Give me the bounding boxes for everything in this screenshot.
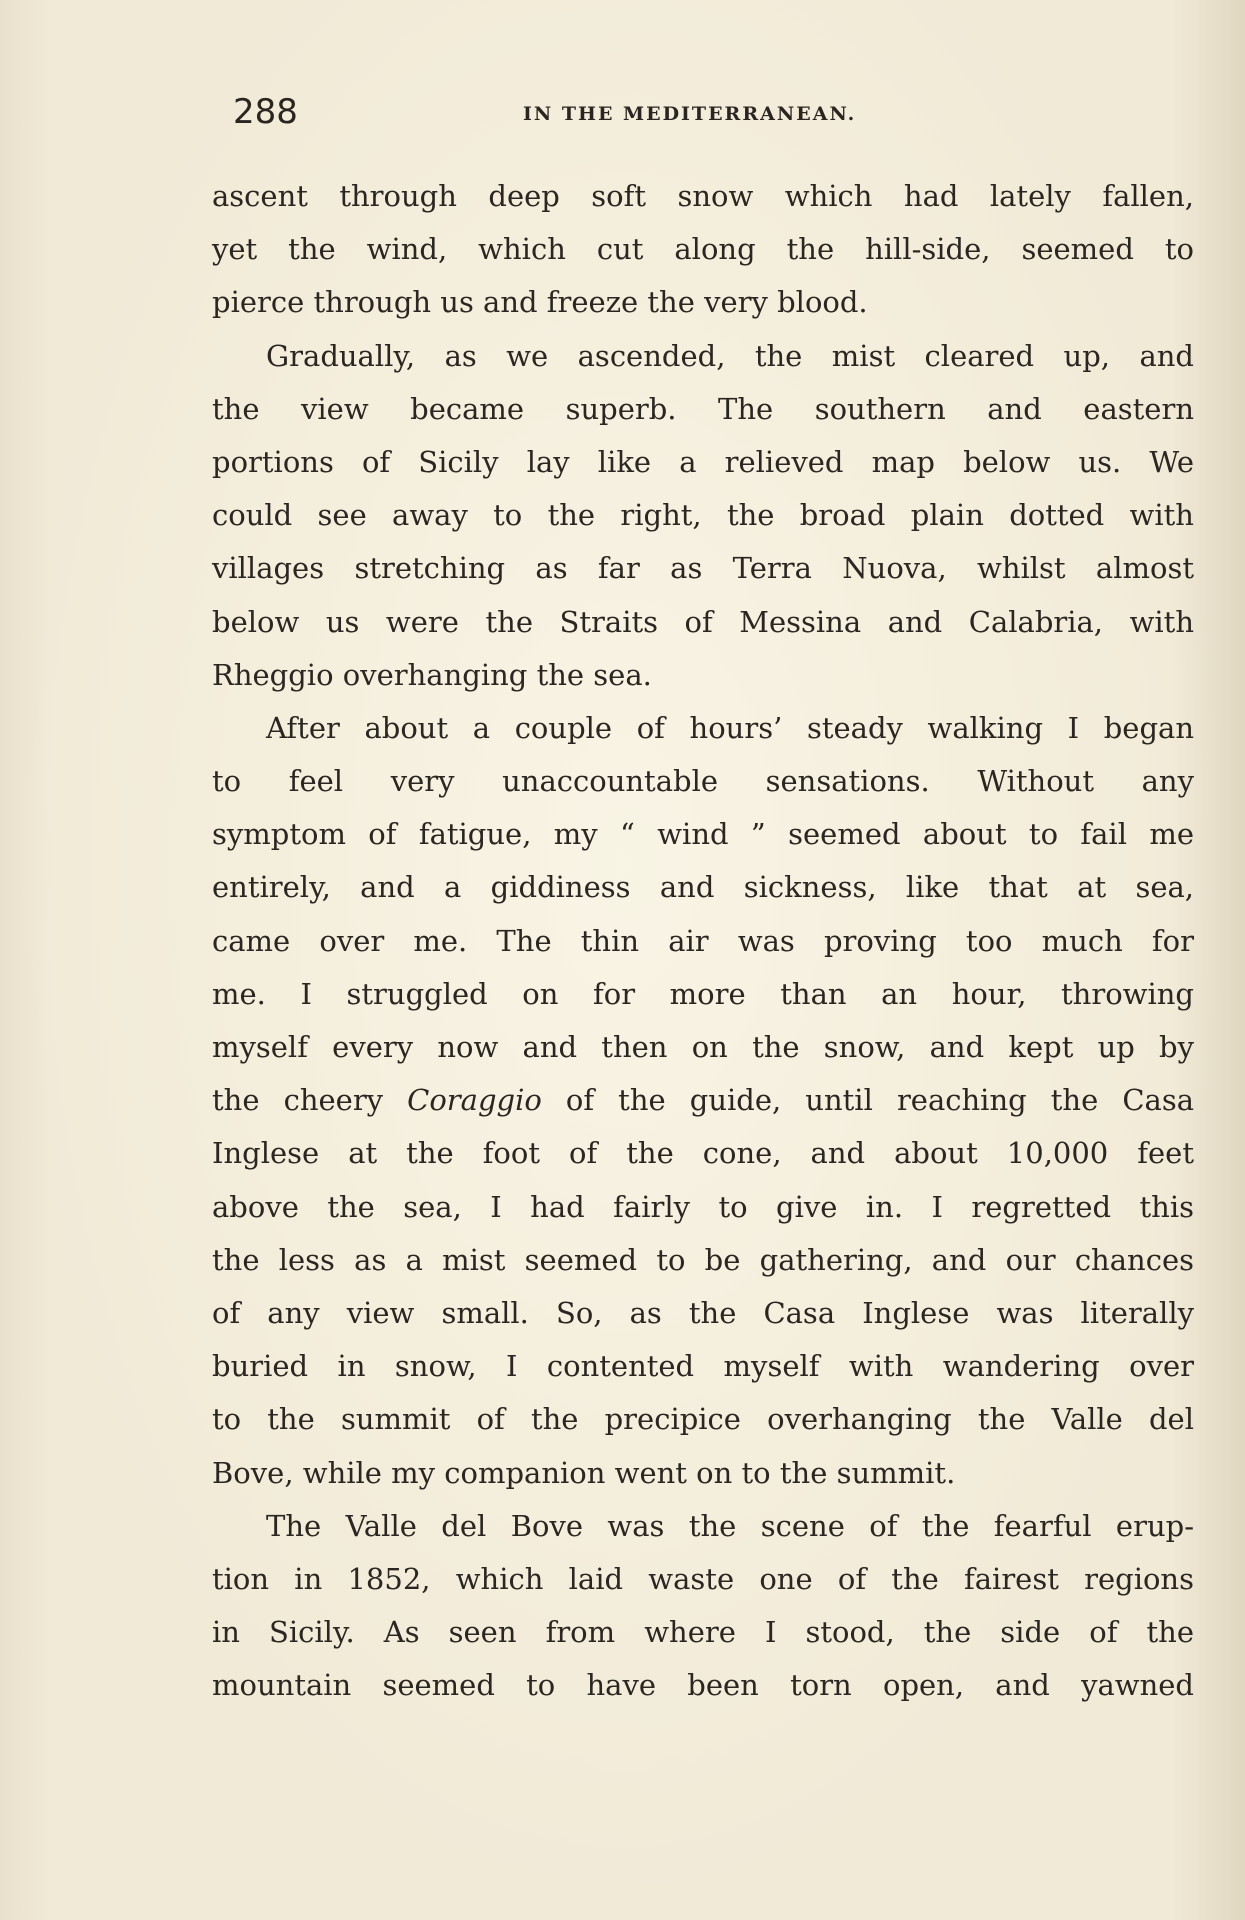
text-line: me. I struggled on for more than an hour, throwing	[212, 976, 1194, 1011]
text-line: below us were the Straits of Messina and Calabria, with	[212, 604, 1194, 639]
page-header	[233, 92, 1033, 142]
page-number: 288	[233, 92, 298, 132]
text-line: symptom of fatigue, my “ wind ” seemed about to fail me	[212, 817, 1194, 852]
text-line: in Sicily. As seen from where I stood, the side of the	[212, 1615, 1194, 1650]
running-head: IN THE MEDITERRANEAN.	[523, 103, 857, 125]
text-line: Inglese at the foot of the cone, and about 10,000 feet	[212, 1136, 1194, 1171]
text-line: above the sea, I had fairly to give in. I regretted this	[212, 1189, 1194, 1224]
text-line: pierce through us and freeze the very blood.	[212, 285, 868, 320]
text-line: yet the wind, which cut along the hill-side, seemed to	[212, 232, 1194, 267]
text-line: myself every now and then on the snow, and kept up by	[212, 1030, 1194, 1064]
text-line: Bove, while my companion went on to the summit.	[212, 1455, 956, 1490]
text-line: The Valle del Bove was the scene of the fearful erup-	[266, 1508, 1194, 1543]
text-line: tion in 1852, which laid waste one of the fairest regions	[212, 1561, 1194, 1596]
text-line: the view became superb. The southern and eastern	[212, 391, 1194, 426]
text-line: ascent through deep soft snow which had lately fallen,	[212, 179, 1194, 213]
text-line: buried in snow, I contented myself with wandering over	[212, 1349, 1194, 1384]
text-line	[212, 1074, 1194, 1127]
text-line: of any view small. So, as the Casa Inglese was literally	[212, 1295, 1194, 1330]
text-line: could see away to the right, the broad plain dotted with	[212, 498, 1194, 533]
text-line: Rheggio overhanging the sea.	[212, 657, 652, 692]
italic-word: Coraggio	[407, 1083, 542, 1118]
text-line: mountain seemed to have been torn open, and yawned	[212, 1668, 1194, 1703]
text-line: entirely, and a giddiness and sickness, like that at sea,	[212, 870, 1194, 905]
text-segment: of the guide, until reaching the Casa	[541, 1083, 1194, 1118]
text-line: portions of Sicily lay like a relieved map below us. We	[212, 444, 1194, 479]
text-line: came over me. The thin air was proving too much for	[212, 923, 1194, 958]
text-line: to the summit of the precipice overhanging the Valle del	[212, 1402, 1194, 1437]
text-line: to feel very unaccountable sensations. Without any	[212, 764, 1194, 799]
text-line: villages stretching as far as Terra Nuova, whilst almost	[212, 551, 1194, 586]
text-line: Gradually, as we ascended, the mist cleared up, and	[266, 338, 1194, 373]
text-line: the less as a mist seemed to be gathering, and our chances	[212, 1242, 1194, 1277]
text-segment: the cheery	[212, 1083, 408, 1118]
body-text	[212, 170, 1194, 1712]
text-line: After about a couple of hours’ steady walking I began	[266, 710, 1194, 745]
